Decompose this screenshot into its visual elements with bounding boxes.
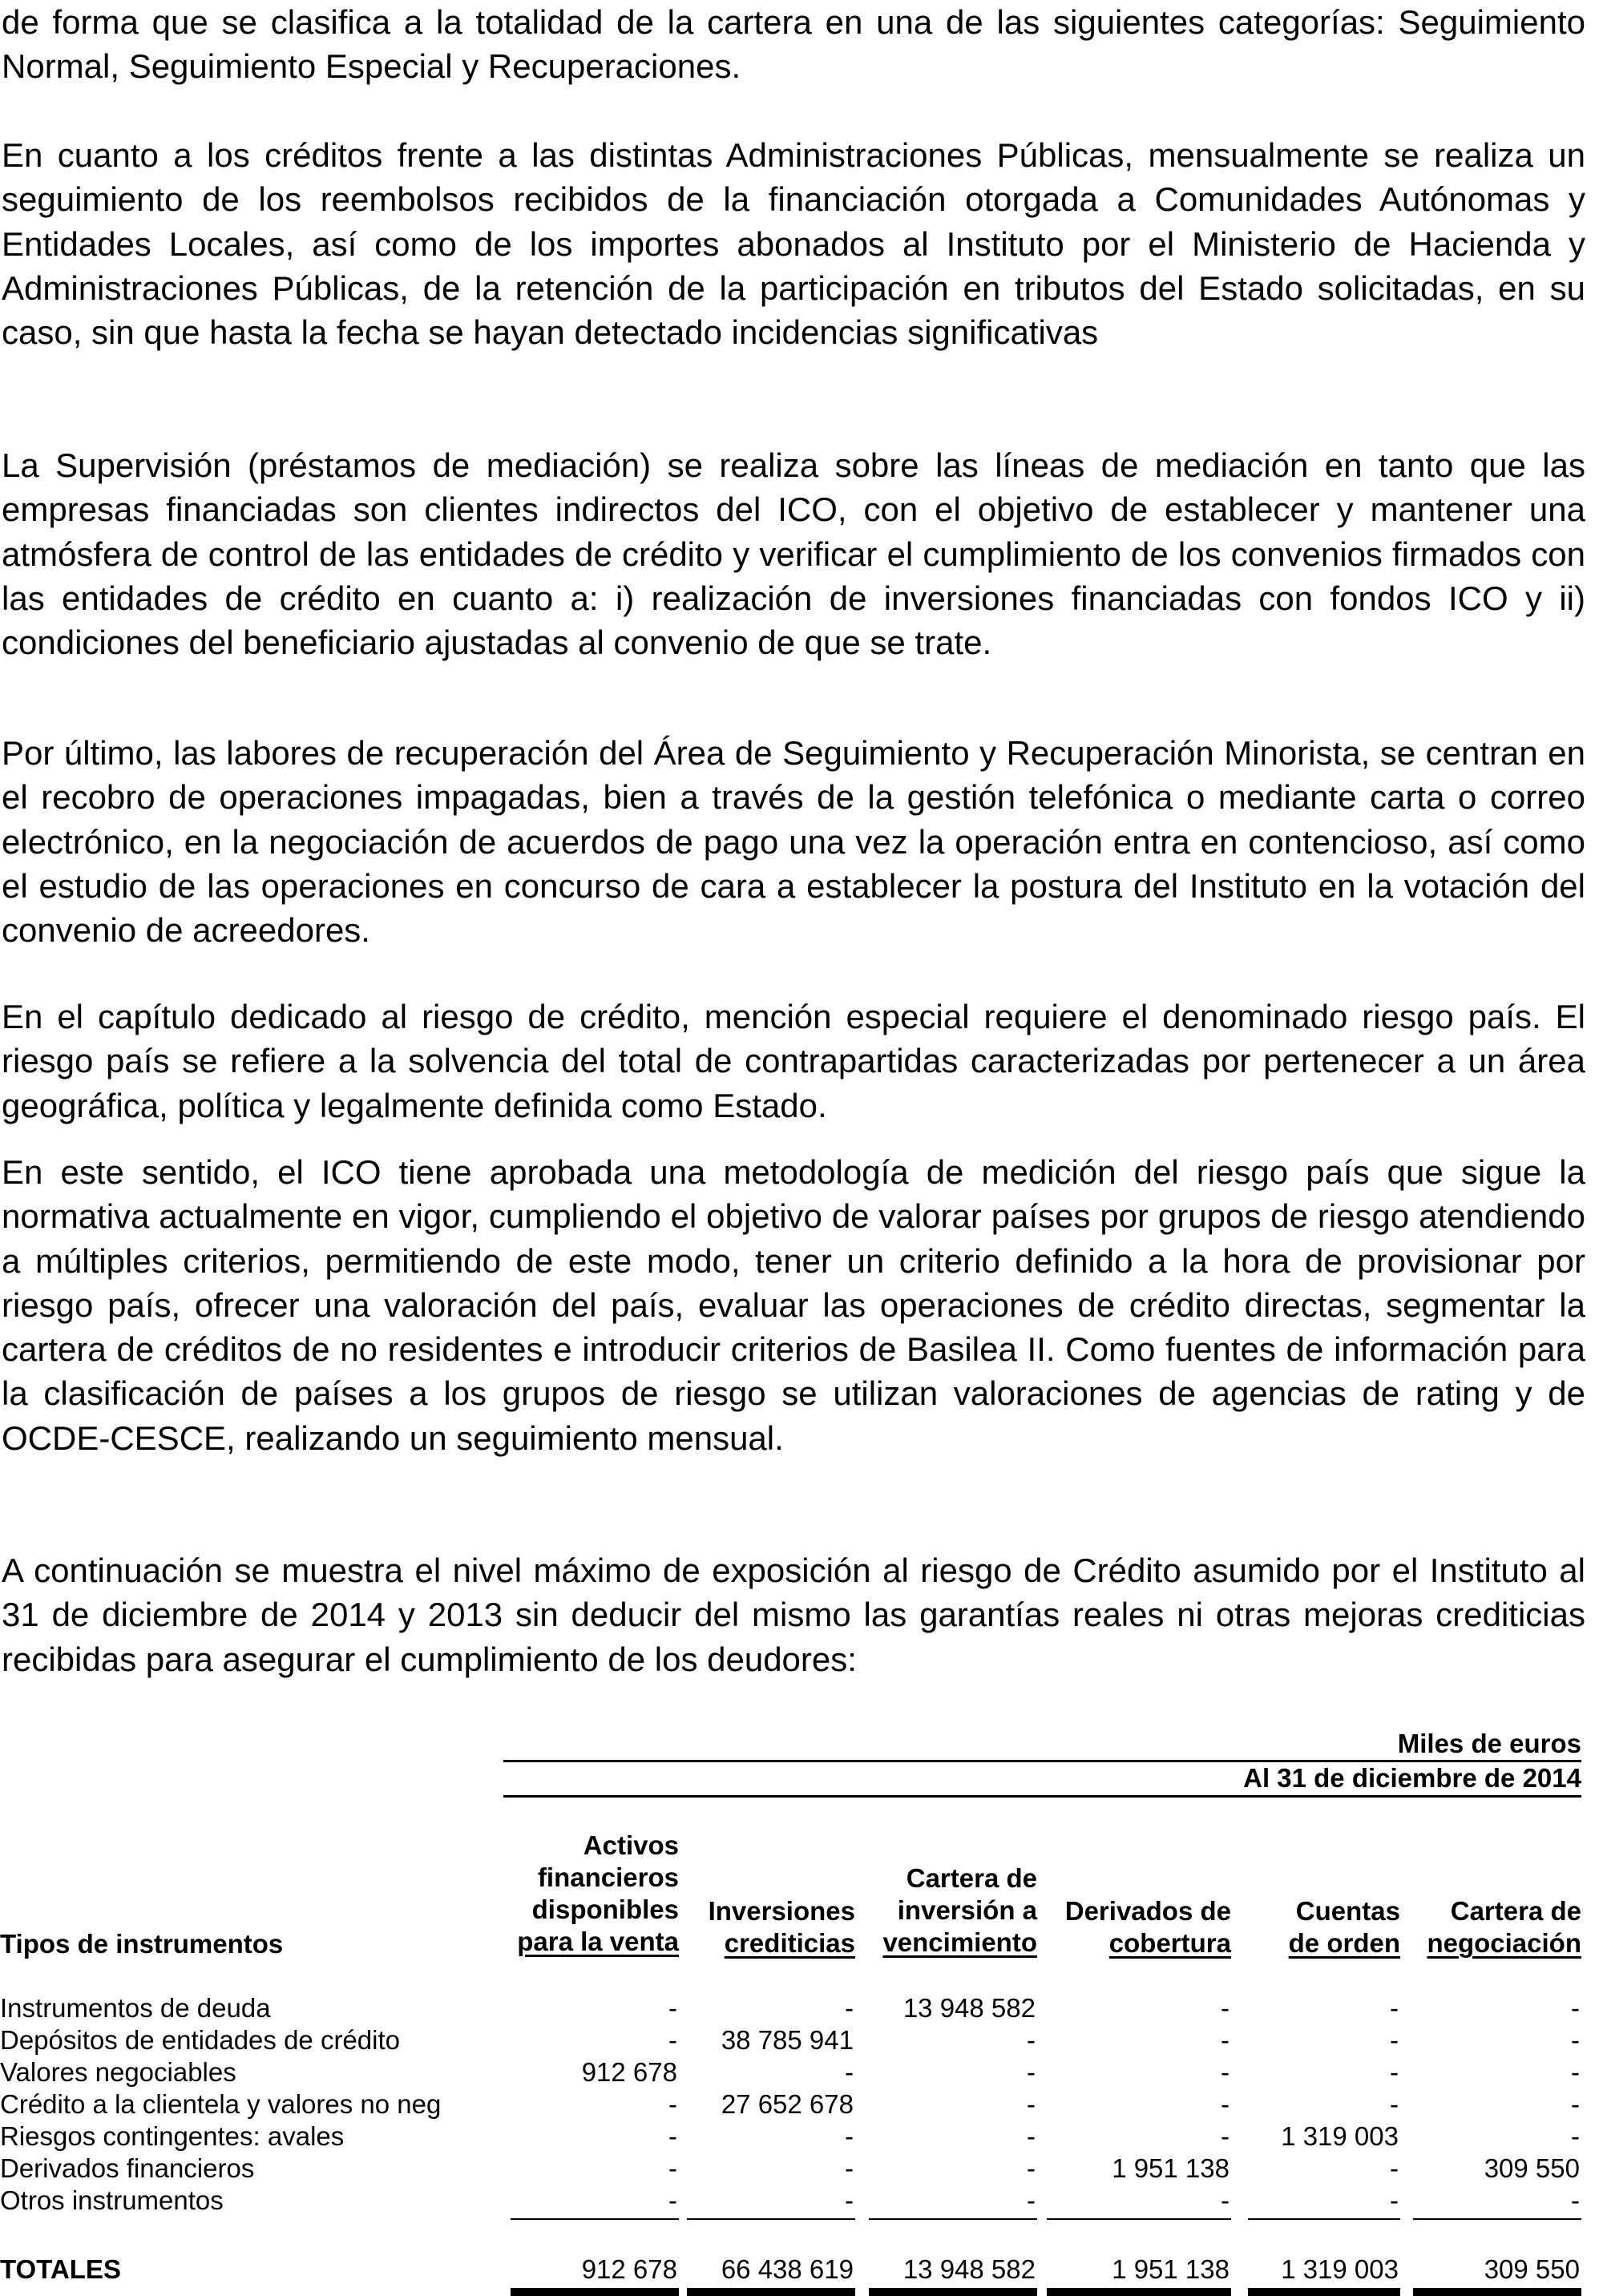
- column-header-line: inversión a: [897, 1895, 1037, 1925]
- table-cell: 912 678: [581, 2057, 677, 2087]
- table-cell: -: [668, 1993, 677, 2023]
- total-rule: [1413, 2288, 1581, 2296]
- table-cell: -: [1027, 2057, 1036, 2087]
- row-header: Tipos de instrumentos: [0, 1929, 284, 1959]
- column-header-line: para la venta: [517, 1927, 679, 1956]
- total-rule: [869, 2288, 1037, 2296]
- column-header-line: Derivados de: [1064, 1896, 1231, 1926]
- table-cell: -: [1571, 2185, 1580, 2215]
- paragraph-1: de forma que se clasifica a la totalidad de la cartera en una de las siguientes categorías: Seguimiento Normal, Seguimiento Especial y Recuperaciones.: [2, 3, 1585, 86]
- table-cell: -: [845, 2121, 854, 2151]
- table-cell: 1 951 138: [1112, 2153, 1230, 2183]
- column-header-line: cobertura: [1108, 1928, 1231, 1958]
- table-cell: -: [1027, 2153, 1036, 2183]
- table-cell: 1 319 003: [1281, 2121, 1399, 2151]
- subtotal-rule: [1248, 2218, 1400, 2220]
- row-label: Depósitos de entidades de crédito: [0, 2025, 400, 2055]
- table-cell: -: [1390, 2025, 1399, 2055]
- row-label: Instrumentos de deuda: [0, 1993, 271, 2023]
- paragraph-6: En este sentido, el ICO tiene aprobada una metodología de medición del riesgo país que sigue la normativa actualmente en vigor, cumpliendo el objetivo de valorar países por grupos de riesgo atendiendo a múltiples criterios, permitiendo de este modo, tener un criterio definido a la hora de provisionar por riesgo país, ofrecer una valoración del país, evaluar las operaciones de crédito directas, segmentar la cartera de créditos de no residentes e introducir criterios de Basilea II. Como fuentes de información para la clasificación de países a los grupos de riesgo se utilizan valoraciones de agencias de rating y de OCDE-CESCE, realizando un seguimiento mensual.: [2, 1153, 1585, 1457]
- table-cell: -: [1571, 2057, 1580, 2087]
- column-header: [487, 1830, 679, 1958]
- table-cell: -: [845, 2057, 854, 2087]
- column-header: [663, 1895, 855, 1959]
- table-cell: -: [1390, 2057, 1399, 2087]
- paragraph-4: Por último, las labores de recuperación del Área de Seguimiento y Recuperación Minorista, se centran en el recobro de operaciones impagadas, bien a través de la gestión telefónica o mediante carta o correo electrónico, en la negociación de acuerdos de pago una vez la operación entra en contencioso, así como el estudio de las operaciones en concurso de cara a establecer la postura del Instituto en la votación del convenio de acreedores.: [2, 734, 1585, 950]
- row-label: Riesgos contingentes: avales: [0, 2121, 345, 2151]
- table-cell: -: [1571, 2025, 1580, 2055]
- table-cell: -: [845, 2185, 854, 2215]
- total-cell: 13 948 582: [902, 2254, 1036, 2284]
- table-cell: -: [668, 2121, 677, 2151]
- total-rule: [687, 2288, 855, 2296]
- column-header-line: disponibles: [531, 1895, 679, 1924]
- table-cell: -: [1571, 2121, 1580, 2151]
- table-cell: -: [1027, 2185, 1036, 2215]
- row-label: Otros instrumentos: [0, 2185, 224, 2215]
- total-rule: [511, 2288, 679, 2296]
- column-header-line: vencimiento: [882, 1927, 1037, 1957]
- paragraph-2: En cuanto a los créditos frente a las distintas Administraciones Públicas, mensualmente se realiza un seguimiento de los reembolsos recibidos de la financiación otorgada a Comunidades Autónomas y Entidades Locales, así como de los importes abonados al Instituto por el Ministerio de Hacienda y Administraciones Públicas, de la retención de la participación en tributos del Estado solicitadas, en su caso, sin que hasta la fecha se hayan detectado incidencias significativas: [2, 136, 1585, 352]
- total-rule: [1248, 2288, 1400, 2296]
- table-cell: -: [1390, 2089, 1399, 2119]
- table-rule: [503, 1795, 1581, 1798]
- subtotal-rule: [869, 2218, 1037, 2220]
- column-header-line: Activos: [583, 1830, 679, 1860]
- total-cell: 1 951 138: [1112, 2254, 1230, 2284]
- column-header-line: de orden: [1288, 1928, 1400, 1958]
- row-label: Valores negociables: [0, 2057, 236, 2087]
- totals-label: TOTALES: [0, 2254, 121, 2284]
- column-header-line: negociación: [1427, 1928, 1581, 1958]
- subtotal-rule: [1413, 2218, 1581, 2220]
- table-cell: -: [1571, 2089, 1580, 2119]
- table-cell: -: [668, 2089, 677, 2119]
- table-cell: -: [1027, 2121, 1036, 2151]
- table-cell: -: [668, 2025, 677, 2055]
- total-rule: [1047, 2288, 1231, 2296]
- table-cell: -: [845, 1993, 854, 2023]
- table-cell: -: [1221, 2185, 1230, 2215]
- table-cell: -: [1390, 1993, 1399, 2023]
- table-cell: -: [668, 2185, 677, 2215]
- paragraph-7: A continuación se muestra el nivel máximo de exposición al riesgo de Crédito asumido por el Instituto al 31 de diciembre de 2014 y 2013 sin deducir del mismo las garantías reales ni otras mejoras crediticias recibidas para asegurar el cumplimiento de los deudores:: [2, 1552, 1585, 1678]
- column-header-line: Inversiones: [708, 1896, 855, 1926]
- date-header: Al 31 de diciembre de 2014: [1243, 1763, 1581, 1793]
- table-cell: -: [845, 2153, 854, 2183]
- total-cell: 309 550: [1484, 2254, 1580, 2284]
- total-cell: 912 678: [581, 2254, 677, 2284]
- table-cell: 38 785 941: [721, 2025, 854, 2055]
- subtotal-rule: [511, 2218, 679, 2220]
- column-header: [845, 1862, 1037, 1959]
- column-header-line: Cartera de: [906, 1863, 1037, 1893]
- table-cell: -: [1221, 2025, 1230, 2055]
- table-cell: 13 948 582: [902, 1993, 1036, 2023]
- table-cell: -: [1221, 2057, 1230, 2087]
- paragraph-5: En el capítulo dedicado al riesgo de crédito, mención especial requiere el denominado riesgo país. El riesgo país se refiere a la solvencia del total de contrapartidas caracterizadas por pertenecer a un área geográfica, política y legalmente definida como Estado.: [2, 998, 1585, 1124]
- column-header-line: crediticias: [724, 1928, 855, 1958]
- table-cell: 309 550: [1484, 2153, 1580, 2183]
- column-header: [1224, 1895, 1400, 1959]
- table-cell: -: [1571, 1993, 1580, 2023]
- unit-header: Miles de euros: [1397, 1729, 1581, 1758]
- table-cell: -: [1027, 2089, 1036, 2119]
- column-header-line: Cartera de: [1450, 1896, 1581, 1926]
- table-cell: -: [1221, 2089, 1230, 2119]
- subtotal-rule: [687, 2218, 855, 2220]
- paragraph-3: La Supervisión (préstamos de mediación) se realiza sobre las líneas de mediación en tanto que las empresas financiadas son clientes indirectos del ICO, con el objetivo de establecer y mantener una atmósfera de control de las entidades de crédito y verificar el cumplimiento de los convenios firmados con las entidades de crédito en cuanto a: i) realización de inversiones financiadas con fondos ICO y ii) condiciones del beneficiario ajustadas al convenio de que se trate.: [2, 446, 1585, 662]
- row-label: Derivados financieros: [0, 2153, 255, 2183]
- subtotal-rule: [1047, 2218, 1231, 2220]
- column-header-line: Cuentas: [1295, 1896, 1400, 1926]
- column-header: [1389, 1895, 1581, 1959]
- table-cell: -: [1390, 2185, 1399, 2215]
- column-header: [1023, 1895, 1231, 1959]
- column-header-line: financieros: [537, 1862, 679, 1892]
- row-label: Crédito a la clientela y valores no neg: [0, 2089, 442, 2119]
- table-cell: -: [1221, 1993, 1230, 2023]
- table-cell: -: [1027, 2025, 1036, 2055]
- table-cell: 27 652 678: [721, 2089, 854, 2119]
- table-cell: -: [668, 2153, 677, 2183]
- table-cell: -: [1390, 2153, 1399, 2183]
- total-cell: 1 319 003: [1281, 2254, 1399, 2284]
- total-cell: 66 438 619: [721, 2254, 854, 2284]
- table-cell: -: [1221, 2121, 1230, 2151]
